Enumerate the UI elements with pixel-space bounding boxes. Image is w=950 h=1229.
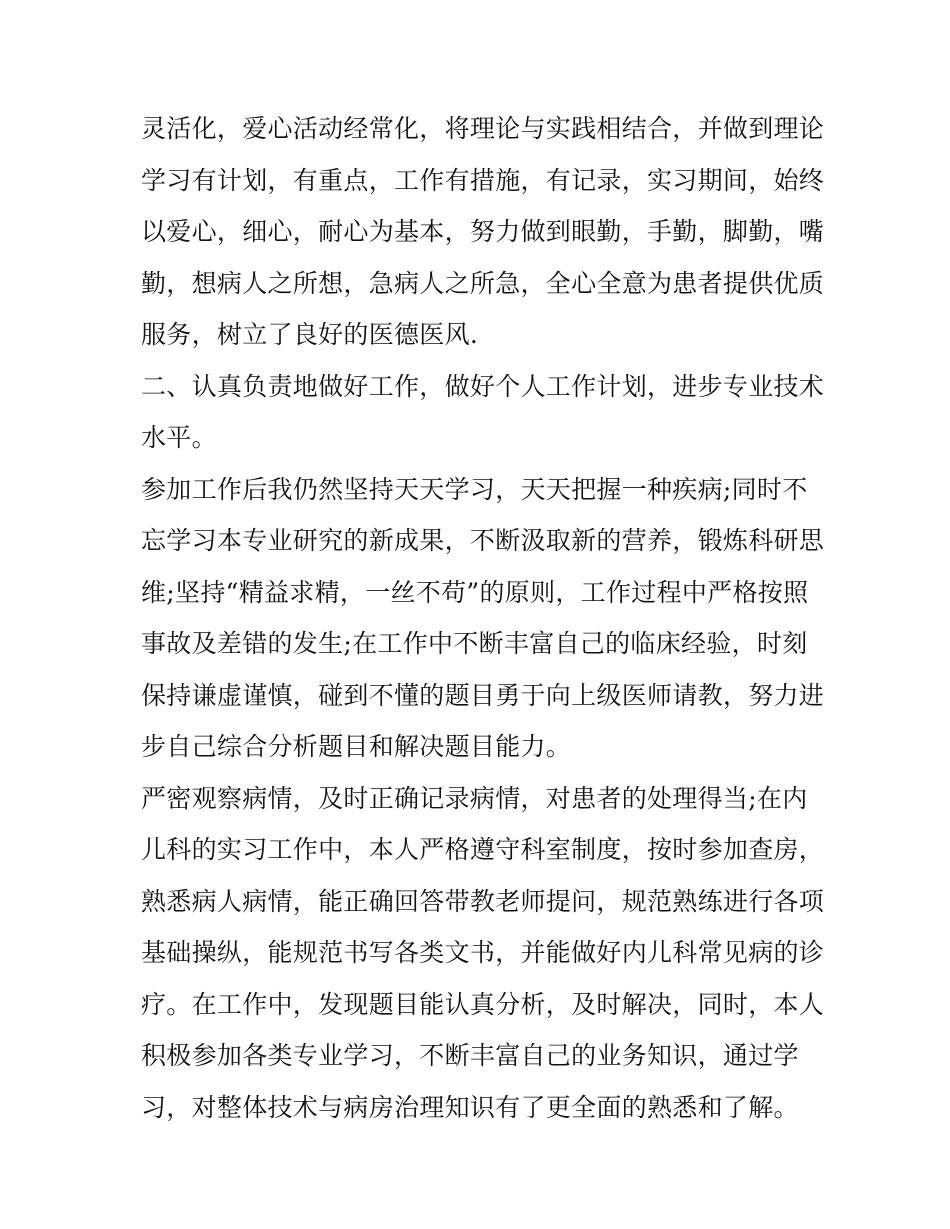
text-line: 积极参加各类专业学习，不断丰富自己的业务知识，通过学 — [141, 1041, 799, 1070]
section-heading: 二、认真负责地做好工作，做好个人工作计划，进步专业技术 — [141, 371, 825, 401]
text-line: 严密观察病情，及时正确记录病情，对患者的处理得当;在内 — [141, 783, 808, 813]
text-line: 儿科的实习工作中，本人严格遵守科室制度，按时参加查房， — [141, 835, 825, 864]
text-line: 保持谦虚谨慎，碰到不懂的题目勇于向上级医师请教，努力进 — [141, 680, 825, 710]
text-line: 灵活化，爱心活动经常化，将理论与实践相结合，并做到理论 — [141, 114, 825, 143]
section-heading: 水平。 — [141, 423, 217, 452]
text-line: 基础操纵，能规范书写各类文书，并能做好内儿科常见病的诊 — [141, 938, 825, 967]
text-line: 学习有计划，有重点，工作有措施，有记录，实习期间，始终 — [141, 165, 825, 195]
document-body — [141, 103, 825, 1133]
text-line: 熟悉病人病情，能正确回答带教老师提问，规范熟练进行各项 — [141, 886, 825, 916]
text-line: 疗。在工作中，发现题目能认真分析，及时解决，同时，本人 — [141, 989, 825, 1019]
text-line: 步自己综合分析题目和解决题目能力。 — [141, 732, 572, 761]
text-line: 勤，想病人之所想，急病人之所急，全心全意为患者提供优质 — [141, 268, 825, 298]
text-line: 维;坚持“精益求精，一丝不苟”的原则，工作过程中严格按照 — [141, 577, 809, 607]
text-line: 服务，树立了良好的医德医风. — [141, 320, 479, 349]
text-line: 习，对整体技术与病房治理知识有了更全面的熟悉和了解。 — [141, 1092, 799, 1122]
text-line: 事故及差错的发生;在工作中不断丰富自己的临床经验，时刻 — [141, 629, 808, 658]
text-line: 忘学习本专业研究的新成果，不断汲取新的营养，锻炼科研思 — [141, 526, 825, 555]
text-line: 参加工作后我仍然坚持天天学习，天天把握一种疾病;同时不 — [141, 474, 808, 504]
text-line: 以爱心，细心，耐心为基本，努力做到眼勤，手勤，脚勤，嘴 — [141, 217, 825, 246]
